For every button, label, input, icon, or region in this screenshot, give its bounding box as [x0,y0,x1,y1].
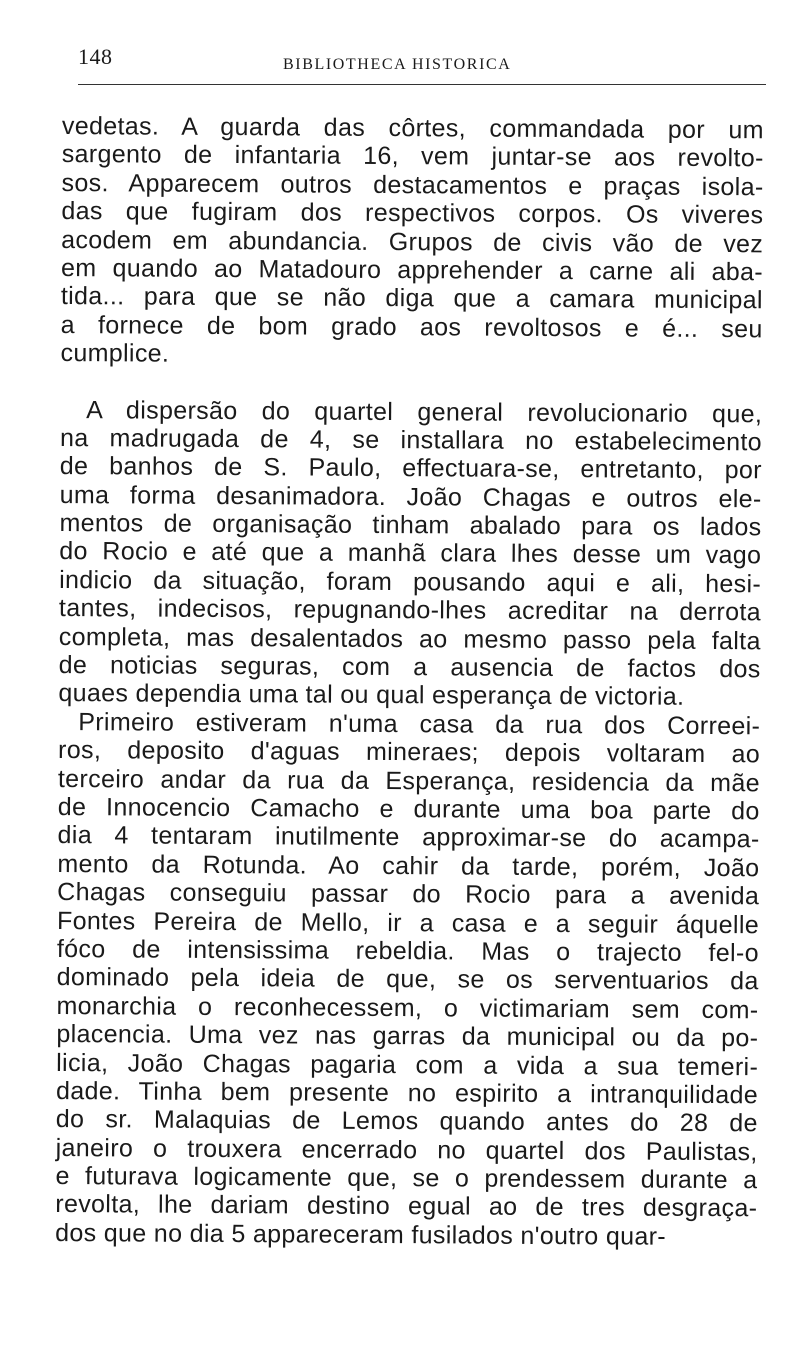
text-line: dade. Tinha bem presente no espirito a intranquilidade [55,1076,759,1110]
text-line: ros, deposito d'aguas mineraes; depois voltaram ao [58,736,761,769]
text-line: do Rocio e até que a manhã clara lhes desse um vago [59,537,762,570]
text-line: dia 4 tentaram inutilmente approximar-se do acampa- [57,821,760,854]
text-line: vedetas. A guarda das côrtes, commandada por um [61,112,764,145]
text-line: na madrugada de 4, se installara no estabelecimento [59,423,763,457]
page-header [78,44,766,92]
text-line: tida... para que se não diga que a camara municipal [60,282,763,315]
page-number: 148 [78,44,113,69]
text-line: de banhos de S. Paulo, effectuara-se, entretanto, por [59,452,762,485]
text-line: fóco de intensissima rebeldia. Mas o trajecto fel-o [56,934,759,968]
text-line: Primeiro estiveram n'uma casa da rua dos Correei- [78,707,761,741]
text-line: quaes dependia uma tal ou qual esperança de victoria. [58,679,685,712]
text-line: dominado pela ideia de que, se os serventuarios da [56,963,759,996]
text-line: uma forma desanimadora. João Chagas e outros ele- [59,480,762,513]
paragraph-3 [55,708,760,1252]
paragraph-2 [58,396,762,713]
text-line: acodem em abundancia. Grupos de civis vão de vez [61,225,764,258]
text-line: de Innocencio Camacho e durante uma boa parte do [57,792,760,826]
text-line: mento da Rotunda. Ao cahir da tarde, porém, João [57,849,760,883]
text-line: monarchia o reconhecessem, o victimariam sem com- [56,991,759,1024]
text-line: revolta, lhe dariam destino egual ao de tres desgraça- [55,1190,758,1223]
text-line: A dispersão do quartel general revolucionario que, [86,395,763,428]
text-line: de noticias seguras, com a ausencia de factos dos [58,651,761,684]
text-line: Fontes Pereira de Mello, ir a casa e a seguir áquelle [56,906,760,939]
text-line: dos que no dia 5 appareceram fusilados n'outro quar- [55,1218,667,1251]
text-line: a fornece de bom grado aos revoltosos e é... seu [60,310,763,344]
text-line: do sr. Malaquias de Lemos quando antes do 28 de [55,1105,758,1138]
text-line: sargento de infantaria 16, vem juntar-se aos revolto- [61,140,764,173]
text-line: placencia. Uma vez nas garras da municipal ou da po- [56,1020,759,1053]
text-line: completa, mas desalentados ao mesmo passo pela falta [58,622,761,655]
paragraph-1 [60,112,764,372]
text-line: indicio da situação, foram pousando aqui e ali, hesi- [59,565,762,599]
text-line: janeiro o trouxera encerrado no quartel dos Paulistas, [55,1133,758,1166]
text-line: tantes, indecisos, repugnando-lhes acreditar na derrota [58,594,762,627]
running-title: BIBLIOTHECA HISTORICA [283,56,512,73]
text-line: mentos de organisação tinham abalado para os lados [59,509,762,542]
body-text [55,112,764,1252]
text-line: licia, João Chagas pagaria com a vida a sua temeri- [56,1048,759,1081]
text-line: cumplice. [60,339,170,368]
text-line: Chagas conseguiu passar do Rocio para a avenida [57,878,760,911]
text-line: sos. Apparecem outros destacamentos e praças isola- [61,168,764,202]
text-line: terceiro andar da rua da Esperança, residencia da mãe [57,764,761,797]
text-line: em quando ao Matadouro apprehender a carne ali aba- [60,253,764,287]
text-line: e futurava logicamente que, se o prendessem durante a [55,1162,758,1195]
text-line: das que fugiram dos respectivos corpos. Os viveres [61,197,764,230]
header-rule [78,84,766,85]
